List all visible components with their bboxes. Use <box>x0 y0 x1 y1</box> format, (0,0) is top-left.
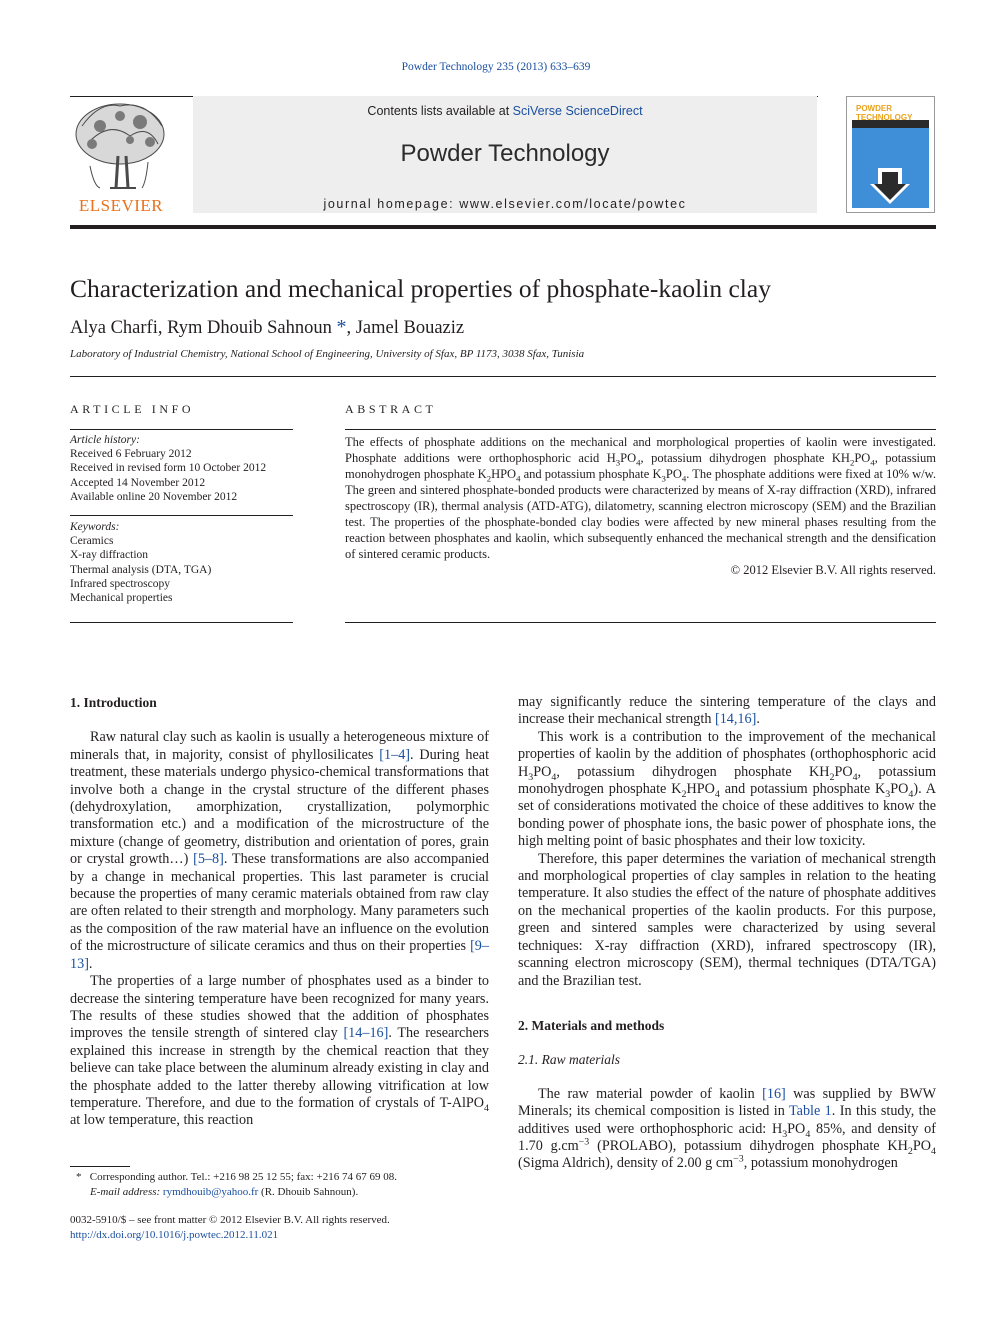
section-heading-materials: 2. Materials and methods <box>518 1017 665 1033</box>
intro-paragraph-2: The properties of a large number of phosphates used as a binder to decrease the sintering temperature have been recognized for many years. The results of these studies showed that the addition of phosphates improves the tensile strength of sintered clay [14–16]. The researchers explained this increase in strength by the chemical reaction that they believe can take place between the aluminum already existing in clay and the phosphate added to the latter thereby allowing vitrification at low temperature. Therefore, and due to the formation of crystals of T-AlPO$_4$ at low temperature, this reaction <box>70 973 489 1129</box>
article-authors <box>70 316 936 339</box>
history-label: Article history: <box>70 434 140 446</box>
journal-homepage[interactable]: journal homepage: www.elsevier.com/locate/powtec <box>323 197 687 211</box>
contents-line <box>193 104 817 118</box>
intro-paragraph-1: Raw natural clay such as kaolin is usually a heterogeneous mixture of minerals that, in majority, consist of phyllosilicates [1–4]. During heat treatment, these materials undergo physico-chemical transformations that involve both a change in the crystal structure of the different phases (dehydroxylation, amorphization, crystallization, polymorphic transformation etc.) and a modification of the microstructure of the mixture (change of geometry, distribution and orientation of pores, grain or crystal growth…) [5–8]. These transformations are also accompanied by a change in mechanical properties. This last parameter is crucial because the properties of many ceramic materials obtained from raw clay are often related to their strength and morphology. Many parameters such as the composition of the raw material have an influence on the evolution of the microstructure of silicate ceramics and thus on their properties [9–13]. <box>70 729 490 972</box>
left-column <box>70 694 489 1130</box>
keyword-item: Thermal analysis (DTA, TGA) <box>70 563 212 576</box>
intro-paragraph-4: Therefore, this paper determines the variation of mechanical strength and morphological properties of clay samples in relation to the heating temperature. It also studies the effect of the nature of phosphate additives on the mechanical properties of the kaolin products. For this purpose, green and sintered samples were characterized by using several techniques: X-ray diffraction (XRD), infrared spectroscopy (IR), scanning electron microscopy (SEM), thermal techniques (DTA/TGA) and the Brazilian test. <box>518 850 936 989</box>
cover-title: POWDER TECHNOLOGY <box>856 104 913 122</box>
corresponding-author-note: * Corresponding author. Tel.: +216 98 25 12 55; fax: +216 74 67 69 08. <box>76 1171 397 1183</box>
footnotes <box>76 1170 496 1200</box>
abstract-body: The effects of phosphate additions on the mechanical and morphological properties of kaolin were investigated. Phosphate additions were orthophosphoric acid $H_3PO_4$, potassium dihydrogen phosphate $KH_2PO_4$, potassium monohydrogen phosphate $K_2HPO_4$ and potassium phosphate $K_3PO_4$. The phosphate additions were fixed at 10% w/w. The green and sintered phosphate-bonded products were characterized by means of X-ray diffraction (XRD), infrared spectroscopy (IR), thermal analysis (ATD-ATG), dilatometry, scanning electron microscopy (SEM) and the Brazilian test. The properties of the phosphate-bonded clay bodies were affected by new mineral phases resulting from the reaction between phosphates and kaolin, which subsequently enhanced the mechanical strength and the densification of sintered ceramic products. © 2012 Elsevier B.V. All rights reserved. <box>345 435 936 577</box>
keyword-item: Infrared spectroscopy <box>70 577 170 590</box>
affiliation: Laboratory of Industrial Chemistry, National School of Engineering, University of Sfax, BP 1173, 3038 Sfax, Tunisia <box>70 348 585 360</box>
keyword-item: X-ray diffraction <box>70 549 149 562</box>
right-column <box>518 694 936 1173</box>
journal-cover <box>846 96 935 213</box>
subsection-heading-raw-materials: 2.1. Raw materials <box>518 1052 621 1068</box>
elsevier-logo <box>70 96 172 216</box>
abstract-rule-top <box>345 429 936 430</box>
journal-title: Powder Technology <box>400 140 610 167</box>
abstract-heading: ABSTRACT <box>345 402 437 416</box>
history-received: Received 6 February 2012 <box>70 448 192 461</box>
title-rule <box>70 376 936 377</box>
authors-first: Alya Charfi, Rym Dhouib Sahnoun <box>70 318 337 338</box>
elsevier-wordmark: ELSEVIER <box>78 196 164 215</box>
email-link[interactable]: rymdhouib@yahoo.fr <box>162 1186 259 1198</box>
article-info-heading: ARTICLE INFO <box>70 402 195 416</box>
ref-link[interactable]: [14–16] <box>343 1025 389 1042</box>
materials-paragraph-1: The raw material powder of kaolin [16] was supplied by BWW Minerals; its chemical composition is listed in Table 1. In this study, the additives used were orthophosphoric acid: $H_3PO_4$ 85%, and density of 1.70 $g.cm^{-3}$ (PROLABO), potassium dihydrogen phosphate $KH_2PO_4$ (Sigma Aldrich), density of 2.00 g $cm^{-3}$, potassium monohydrogen <box>518 1085 936 1172</box>
journal-citation[interactable]: Powder Technology 235 (2013) 633–639 <box>401 61 591 73</box>
keywords-label: Keywords: <box>70 521 120 533</box>
article-history <box>70 433 293 504</box>
copyright: © 2012 Elsevier B.V. All rights reserved. <box>730 563 936 577</box>
history-revised: Received in revised form 10 October 2012 <box>70 462 267 475</box>
intro-paragraph-3: This work is a contribution to the improvement of the mechanical properties of kaolin by the addition of phosphates (orthophosphoric acid $H_3PO_4$, potassium dihydrogen phosphate $KH_2PO_4$, potassium monohydrogen phosphate $K_2HPO_4$ and potassium phosphate $K_3PO_4$). A set of considerations motivated the choice of these additives to know the bonding power of phosphate ions, the basic power of phosphate ions, the high melting point of basic phosphates and their low toxicity. <box>518 728 937 850</box>
ref-link[interactable]: [1–4] <box>379 746 411 763</box>
section-heading-introduction: 1. Introduction <box>70 695 157 710</box>
ref-link[interactable]: [9–13] <box>70 938 489 972</box>
doi-link[interactable]: http://dx.doi.org/10.1016/j.powtec.2012.11.021 <box>70 1229 279 1241</box>
abstract-rule-bottom <box>345 622 936 623</box>
info-rule-2 <box>70 515 293 516</box>
issn-block <box>70 1213 490 1243</box>
intro-paragraph-2-cont: may significantly reduce the sintering temperature of the clays and increase their mechanical strength [14,16]. <box>518 694 936 728</box>
authors-last: , Jamel Bouaziz <box>346 318 465 338</box>
table-link[interactable]: Table 1 <box>788 1103 832 1120</box>
history-accepted: Accepted 14 November 2012 <box>70 476 206 489</box>
keywords <box>70 520 293 605</box>
keyword-item: Mechanical properties <box>70 592 173 605</box>
corresponding-author-link[interactable]: * <box>336 316 347 338</box>
history-online: Available online 20 November 2012 <box>70 490 238 503</box>
footnote-rule <box>70 1166 130 1167</box>
info-rule-3 <box>70 622 293 623</box>
email-note: E-mail address: rymdhouib@yahoo.fr (R. Dhouib Sahnoun). <box>90 1186 359 1198</box>
info-rule-1 <box>70 429 293 430</box>
issn-line: 0032-5910/$ – see front matter © 2012 Elsevier B.V. All rights reserved. <box>70 1214 390 1226</box>
ref-link[interactable]: [5–8] <box>193 851 224 868</box>
keyword-item: Ceramics <box>70 535 114 548</box>
contents-prefix: Contents lists available at <box>367 104 513 118</box>
header-rule <box>70 225 936 229</box>
journal-banner <box>193 96 817 213</box>
article-title: Characterization and mechanical properties of phosphate-kaolin clay <box>70 274 771 303</box>
ref-link[interactable]: [14,16] <box>714 711 757 728</box>
ref-link[interactable]: [16] <box>762 1085 786 1102</box>
sciencedirect-link[interactable]: SciVerse ScienceDirect <box>512 104 643 118</box>
